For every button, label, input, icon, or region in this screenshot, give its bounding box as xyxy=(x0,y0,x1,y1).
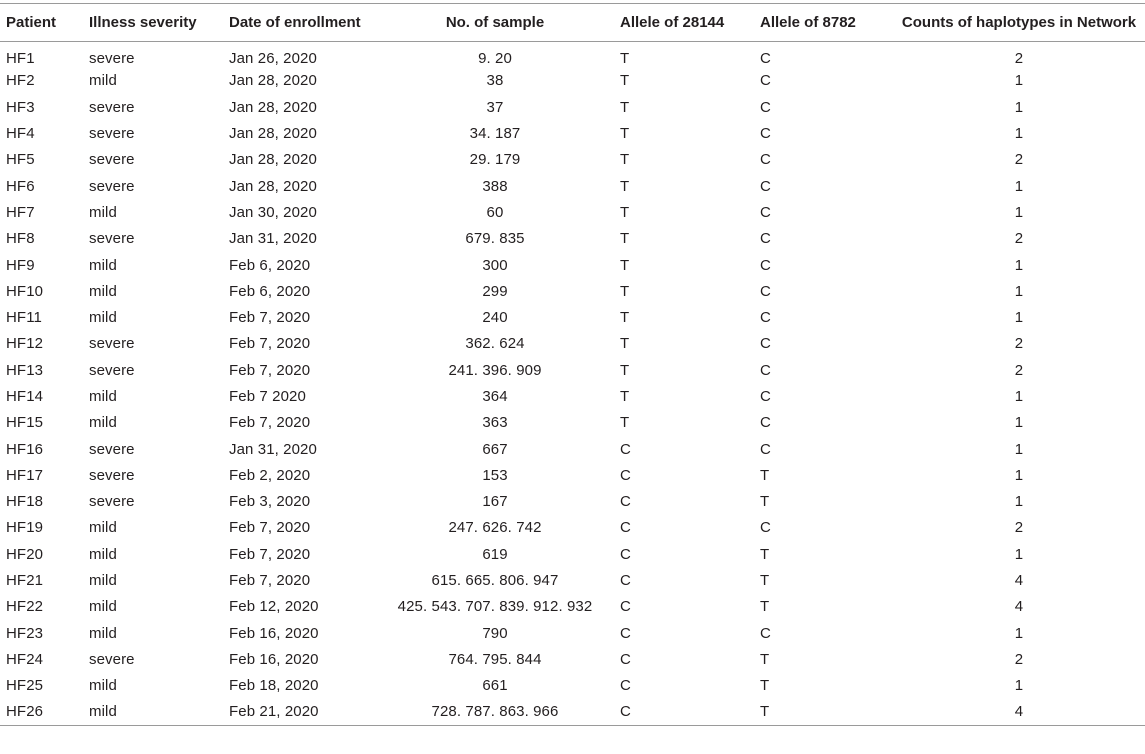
table-row xyxy=(0,489,1145,515)
allele-8782-cell: T xyxy=(760,598,770,616)
severity-cell: severe xyxy=(89,177,135,195)
allele-8782-cell: C xyxy=(760,98,771,116)
samples-cell: 790 xyxy=(482,624,508,642)
patient-cell: HF22 xyxy=(6,598,44,616)
severity-cell: mild xyxy=(83,699,223,725)
severity-cell: mild xyxy=(89,256,117,274)
allele-8782-cell: C xyxy=(760,361,771,379)
patient-cell: HF4 xyxy=(6,125,35,143)
allele-8782-cell: C xyxy=(760,335,771,353)
allele-28144-cell: C xyxy=(620,545,631,563)
date-cell: Feb 7, 2020 xyxy=(229,414,311,432)
patient-cell: HF9 xyxy=(6,256,35,274)
severity-cell: mild xyxy=(89,572,117,590)
allele-28144-cell: T xyxy=(620,388,630,405)
table-row xyxy=(0,68,1145,94)
haplotype-count-cell: 1 xyxy=(1014,414,1024,432)
date-cell: Feb 16, 2020 xyxy=(229,650,319,668)
samples-cell: 363 xyxy=(482,414,508,432)
patient-cell: HF12 xyxy=(6,335,44,353)
samples-cell: 34. 187 xyxy=(469,125,521,143)
severity-cell: mild xyxy=(89,677,117,695)
patient-cell: HF8 xyxy=(6,230,35,248)
allele-8782-cell: T xyxy=(760,677,770,695)
allele-28144-cell: C xyxy=(620,493,631,511)
table-row xyxy=(0,515,1145,541)
samples-cell: 362. 624 xyxy=(465,335,525,353)
samples-cell: 619 xyxy=(482,545,508,563)
patient-cell: HF11 xyxy=(6,309,42,327)
samples-cell: 300 xyxy=(482,256,508,274)
haplotype-count-cell: 2 xyxy=(1014,50,1024,68)
header-patient: Patient xyxy=(0,4,83,42)
allele-8782-cell: T xyxy=(760,466,770,484)
allele-28144-cell: T xyxy=(620,125,630,143)
allele-8782-cell: T xyxy=(760,650,770,668)
patient-cell: HF17 xyxy=(6,466,44,484)
severity-cell: severe xyxy=(89,151,135,169)
samples-cell: 153 xyxy=(482,466,508,484)
table-row xyxy=(0,199,1145,225)
patient-cell: HF20 xyxy=(6,545,44,563)
allele-8782-cell: C xyxy=(760,309,771,327)
haplotype-count-cell: 2 xyxy=(1014,335,1024,353)
severity-cell: severe xyxy=(89,493,135,511)
allele-28144-cell: T xyxy=(620,361,630,379)
table-row xyxy=(0,699,1145,725)
haplotype-count-cell: 1 xyxy=(1014,493,1024,511)
samples-cell: 388 xyxy=(482,177,508,195)
samples-cell: 679. 835 xyxy=(465,230,525,248)
allele-8782-cell: C xyxy=(760,282,771,300)
patient-cell: HF15 xyxy=(6,414,44,432)
allele-28144-cell: C xyxy=(620,650,631,668)
patient-cell: HF24 xyxy=(6,650,44,668)
table-row xyxy=(0,673,1145,699)
allele-8782-cell: T xyxy=(760,545,770,563)
date-cell: Feb 21, 2020 xyxy=(223,699,376,725)
table-row xyxy=(0,147,1145,173)
allele-28144-cell: T xyxy=(620,309,630,327)
allele-28144-cell: T xyxy=(620,256,630,274)
date-cell: Feb 3, 2020 xyxy=(229,493,311,511)
patient-cell: HF23 xyxy=(6,624,44,642)
date-cell: Feb 7 2020 xyxy=(229,388,306,405)
allele-28144-cell: T xyxy=(620,72,630,90)
table-row xyxy=(0,304,1145,330)
date-cell: Jan 31, 2020 xyxy=(229,440,317,458)
allele-8782-cell: C xyxy=(760,256,771,274)
haplotype-count-cell: 1 xyxy=(1014,466,1024,484)
haplotype-count-cell: 2 xyxy=(1014,230,1024,248)
patient-cell: HF21 xyxy=(6,572,44,590)
date-cell: Feb 7, 2020 xyxy=(229,309,311,327)
table-header xyxy=(0,4,1145,42)
date-cell: Jan 28, 2020 xyxy=(229,72,317,90)
haplotype-count-cell: 1 xyxy=(1014,203,1024,221)
table-row xyxy=(0,594,1145,620)
allele-8782-cell: C xyxy=(760,388,771,405)
haplotype-count-cell: 1 xyxy=(1014,440,1024,458)
severity-cell: mild xyxy=(89,414,117,432)
patient-cell: HF10 xyxy=(6,282,44,300)
haplotype-count-cell: 1 xyxy=(1014,282,1024,300)
patient-cell: HF18 xyxy=(6,493,44,511)
severity-cell: severe xyxy=(89,440,135,458)
header-allele-28144: Allele of 28144 xyxy=(614,4,754,42)
allele-28144-cell: C xyxy=(620,677,631,695)
allele-8782-cell: C xyxy=(760,72,771,90)
table-row xyxy=(0,383,1145,409)
date-cell: Jan 28, 2020 xyxy=(229,98,317,116)
patient-cell: HF5 xyxy=(6,151,35,169)
haplotype-count-cell: 1 xyxy=(1014,72,1024,90)
allele-28144-cell: C xyxy=(620,572,631,590)
date-cell: Feb 12, 2020 xyxy=(229,598,319,616)
patient-cell: HF25 xyxy=(6,677,44,695)
severity-cell: mild xyxy=(89,72,117,90)
haplotype-count-cell: 2 xyxy=(1014,361,1024,379)
patient-haplotype-table xyxy=(0,3,1145,726)
patient-cell: HF16 xyxy=(6,440,44,458)
table-row xyxy=(0,226,1145,252)
samples-cell: 661 xyxy=(482,677,508,695)
table-row xyxy=(0,42,1145,68)
table-row xyxy=(0,620,1145,646)
haplotype-count-cell: 4 xyxy=(1014,572,1024,590)
patient-cell: HF14 xyxy=(6,388,44,405)
haplotype-count-cell: 1 xyxy=(1014,309,1024,327)
samples-cell: 615. 665. 806. 947 xyxy=(431,572,559,590)
patient-cell: HF7 xyxy=(6,203,35,221)
date-cell: Feb 7, 2020 xyxy=(229,519,311,537)
patient-cell: HF19 xyxy=(6,519,44,537)
severity-cell: mild xyxy=(89,388,117,405)
haplotype-count-cell: 2 xyxy=(1014,519,1024,537)
allele-8782-cell: T xyxy=(754,699,893,725)
table-row xyxy=(0,436,1145,462)
table-row xyxy=(0,541,1145,567)
allele-28144-cell: T xyxy=(620,177,630,195)
severity-cell: mild xyxy=(89,282,117,300)
table-row xyxy=(0,120,1145,146)
date-cell: Feb 7, 2020 xyxy=(229,335,311,353)
haplotype-count-cell: 4 xyxy=(893,699,1145,725)
samples-cell: 167 xyxy=(482,493,508,511)
haplotype-count-cell: 2 xyxy=(1014,151,1024,169)
date-cell: Jan 28, 2020 xyxy=(229,151,317,169)
header-haplotype-counts: Counts of haplotypes in Network xyxy=(893,4,1145,42)
patient-cell: HF3 xyxy=(6,98,35,116)
allele-8782-cell: C xyxy=(760,230,771,248)
allele-28144-cell: C xyxy=(620,598,631,616)
samples-cell: 764. 795. 844 xyxy=(448,650,542,668)
table-row xyxy=(0,410,1145,436)
allele-8782-cell: T xyxy=(760,493,770,511)
date-cell: Feb 7, 2020 xyxy=(229,572,311,590)
severity-cell: severe xyxy=(89,650,135,668)
header-allele-8782: Allele of 8782 xyxy=(754,4,893,42)
haplotype-count-cell: 1 xyxy=(1014,624,1024,642)
header-illness-severity: Illness severity xyxy=(83,4,223,42)
table-row xyxy=(0,462,1145,488)
allele-28144-cell: C xyxy=(620,440,631,458)
samples-cell: 240 xyxy=(482,309,508,327)
table-body xyxy=(0,42,1145,726)
allele-8782-cell: T xyxy=(760,572,770,590)
date-cell: Feb 6, 2020 xyxy=(229,256,311,274)
allele-8782-cell: C xyxy=(760,125,771,143)
table-row xyxy=(0,252,1145,278)
allele-8782-cell: C xyxy=(760,440,771,458)
date-cell: Jan 26, 2020 xyxy=(229,50,317,68)
severity-cell: severe xyxy=(89,125,135,143)
haplotype-count-cell: 1 xyxy=(1014,256,1024,274)
allele-28144-cell: C xyxy=(620,466,631,484)
haplotype-count-cell: 1 xyxy=(1014,98,1024,116)
date-cell: Jan 28, 2020 xyxy=(229,125,317,143)
allele-28144-cell: T xyxy=(620,414,630,432)
allele-8782-cell: C xyxy=(760,414,771,432)
table-row xyxy=(0,94,1145,120)
samples-cell: 37 xyxy=(486,98,504,116)
severity-cell: mild xyxy=(89,545,117,563)
date-cell: Jan 31, 2020 xyxy=(229,230,317,248)
date-cell: Feb 16, 2020 xyxy=(229,624,319,642)
patient-cell: HF1 xyxy=(6,50,35,68)
table-row xyxy=(0,357,1145,383)
samples-cell: 60 xyxy=(486,203,504,221)
samples-cell: 247. 626. 742 xyxy=(448,519,542,537)
allele-8782-cell: C xyxy=(760,50,771,68)
samples-cell: 38 xyxy=(486,72,504,90)
allele-8782-cell: C xyxy=(760,519,771,537)
date-cell: Feb 7, 2020 xyxy=(229,545,311,563)
samples-cell: 29. 179 xyxy=(469,151,521,169)
severity-cell: mild xyxy=(89,598,117,616)
table-row xyxy=(0,646,1145,672)
patient-cell: HF26 xyxy=(0,699,83,725)
samples-cell: 241. 396. 909 xyxy=(448,361,542,379)
patient-cell: HF6 xyxy=(6,177,35,195)
haplotype-count-cell: 1 xyxy=(1014,545,1024,563)
severity-cell: severe xyxy=(89,335,135,353)
samples-cell: 9. 20 xyxy=(478,50,512,68)
allele-28144-cell: C xyxy=(620,519,631,537)
haplotype-count-cell: 1 xyxy=(1014,125,1024,143)
patient-cell: HF2 xyxy=(6,72,35,90)
table-row xyxy=(0,173,1145,199)
severity-cell: severe xyxy=(89,230,135,248)
severity-cell: mild xyxy=(89,309,117,327)
haplotype-count-cell: 4 xyxy=(1014,598,1024,616)
allele-28144-cell: T xyxy=(620,98,630,116)
samples-cell: 364 xyxy=(482,388,508,405)
severity-cell: severe xyxy=(89,466,135,484)
allele-8782-cell: C xyxy=(760,177,771,195)
header-date-of-enrollment: Date of enrollment xyxy=(223,4,376,42)
haplotype-count-cell: 1 xyxy=(1014,177,1024,195)
allele-8782-cell: C xyxy=(760,624,771,642)
date-cell: Jan 30, 2020 xyxy=(229,203,317,221)
haplotype-count-cell: 1 xyxy=(1014,388,1024,405)
samples-cell: 425. 543. 707. 839. 912. 932 xyxy=(397,598,593,616)
date-cell: Feb 6, 2020 xyxy=(229,282,311,300)
severity-cell: mild xyxy=(89,624,117,642)
allele-28144-cell: C xyxy=(620,624,631,642)
allele-28144-cell: T xyxy=(620,203,630,221)
severity-cell: mild xyxy=(89,519,117,537)
table-row xyxy=(0,331,1145,357)
table-row xyxy=(0,278,1145,304)
date-cell: Feb 7, 2020 xyxy=(229,361,311,379)
severity-cell: severe xyxy=(89,50,135,68)
patient-cell: HF13 xyxy=(6,361,44,379)
table-row xyxy=(0,567,1145,593)
allele-28144-cell: C xyxy=(614,699,754,725)
severity-cell: severe xyxy=(89,361,135,379)
date-cell: Feb 2, 2020 xyxy=(229,466,311,484)
samples-cell: 667 xyxy=(482,440,508,458)
severity-cell: mild xyxy=(89,203,117,221)
severity-cell: severe xyxy=(89,98,135,116)
allele-28144-cell: T xyxy=(620,335,630,353)
allele-28144-cell: T xyxy=(620,50,630,68)
allele-28144-cell: T xyxy=(620,230,630,248)
samples-cell: 299 xyxy=(482,282,508,300)
date-cell: Feb 18, 2020 xyxy=(229,677,319,695)
date-cell: Jan 28, 2020 xyxy=(229,177,317,195)
haplotype-count-cell: 2 xyxy=(1014,650,1024,668)
allele-8782-cell: C xyxy=(760,151,771,169)
haplotype-count-cell: 1 xyxy=(1014,677,1024,695)
allele-28144-cell: T xyxy=(620,151,630,169)
allele-28144-cell: T xyxy=(620,282,630,300)
header-row xyxy=(0,4,1145,42)
header-no-of-sample: No. of sample xyxy=(376,4,614,42)
allele-8782-cell: C xyxy=(760,203,771,221)
samples-cell: 728. 787. 863. 966 xyxy=(376,699,614,725)
